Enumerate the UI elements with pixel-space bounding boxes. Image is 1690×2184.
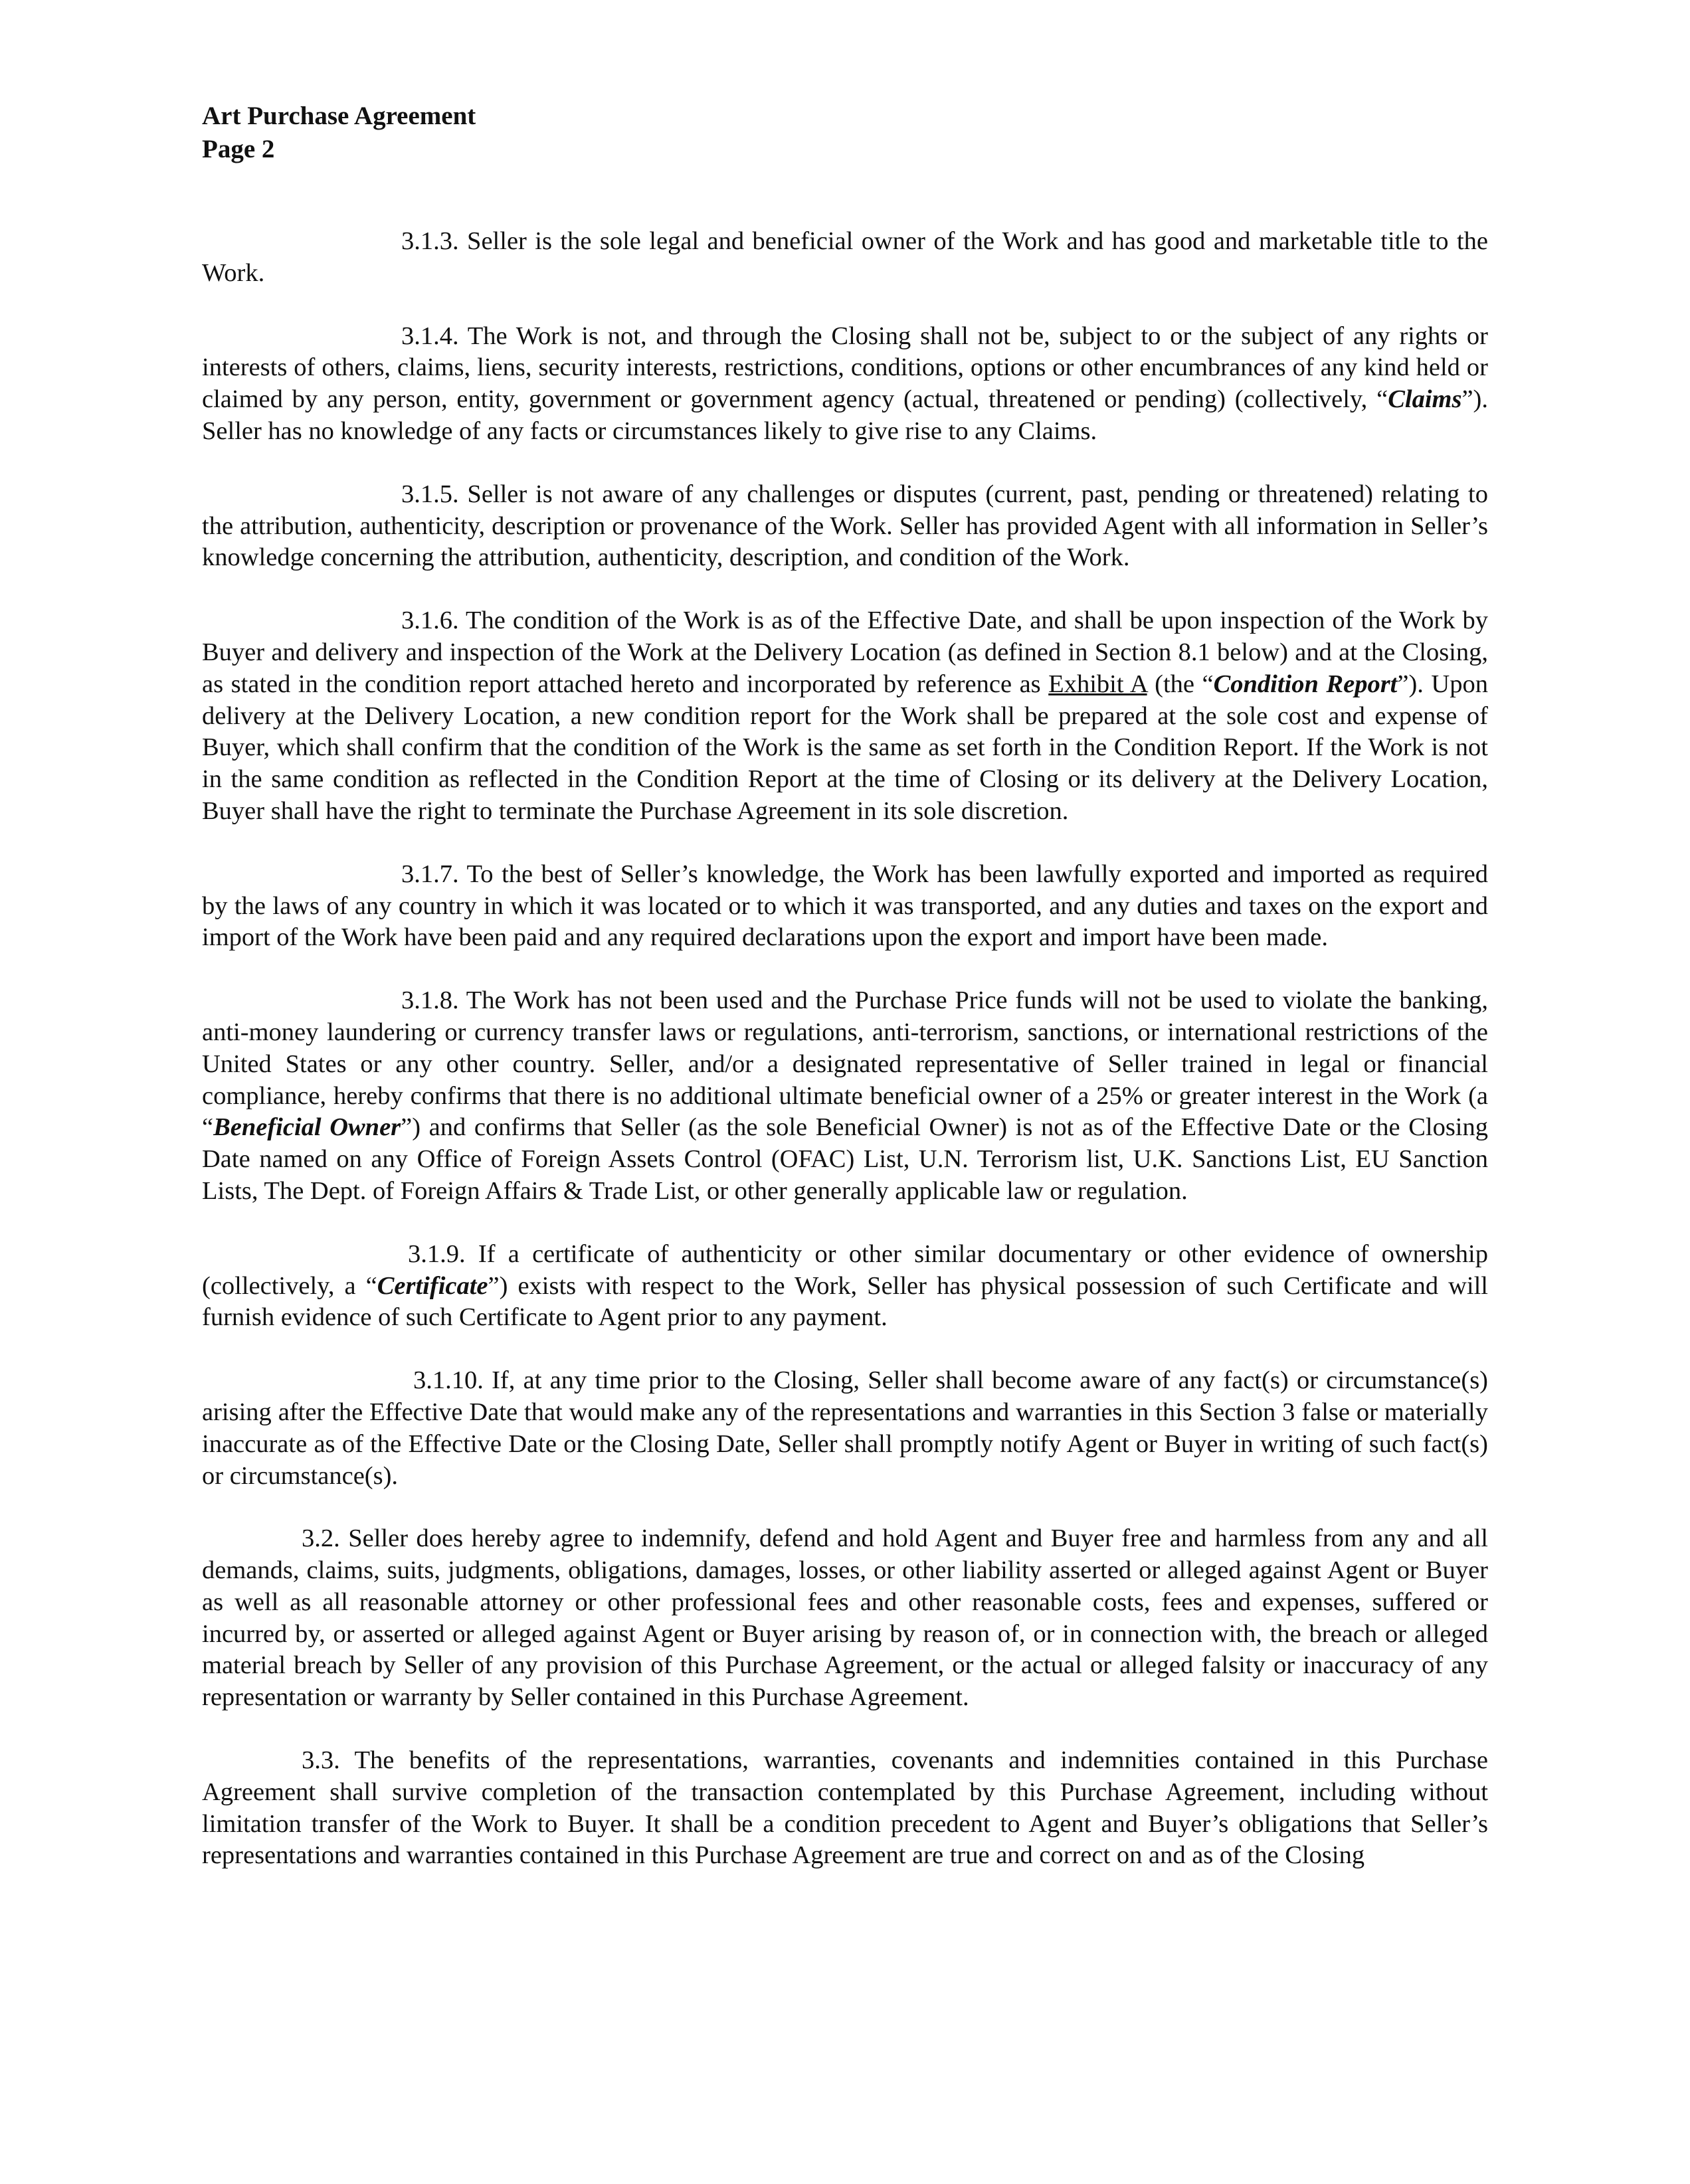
section-3-1-4-text-a: 3.1.4. The Work is not, and through the Closing shall not be, subject to or the subject of any rights or interests of others, claims, liens, security interests, restrictions, conditions, options or other encumbrances of any kind held or claimed by any person, entity, government or government agency (actual, threatened or pending) (collectively, “ <box>202 321 1488 414</box>
document-title: Art Purchase Agreement <box>202 102 476 130</box>
section-3-1-5: 3.1.5. Seller is not aware of any challenges or disputes (current, past, pending or threatened) relating to the attribution, authenticity, description or provenance of the Work. Seller has provided Agent with all information in Seller’s knowledge concerning the attribution, authenticity, description, and condition of the Work. <box>202 480 1488 572</box>
section-3-1-10: 3.1.10. If, at any time prior to the Closing, Seller shall become aware of any fact(s) or circumstance(s) arising after the Effective Date that would make any of the representations and warranties in this Section 3 false or materially inaccurate as of the Effective Date or the Closing Date, Seller shall promptly notify Agent or Buyer in writing of such fact(s) or circumstance(s). <box>202 1366 1488 1490</box>
document-body <box>202 226 1488 1872</box>
section-3-2: 3.2. Seller does hereby agree to indemnify, defend and hold Agent and Buyer free and harmless from any and all demands, claims, suits, judgments, obligations, damages, losses, or other liability asserted or alleged against Agent or Buyer as well as all reasonable attorney or other professional fees and other reasonable costs, fees and expenses, suffered or incurred by, or asserted or alleged against Agent or Buyer arising by reason of, or in connection with, the breach or alleged material breach by Seller of any provision of this Purchase Agreement, or the actual or alleged falsity or inaccuracy of any representation or warranty by Seller contained in this Purchase Agreement. <box>202 1524 1488 1712</box>
section-3-1-6-text-b: (the “ <box>1147 670 1214 698</box>
page-header <box>202 100 1488 166</box>
section-3-1-9-text-a: 3.1.9. If a certificate of authenticity or other similar documentary or other evidence of ownership (collectively, a “ <box>202 1239 1488 1300</box>
section-3-1-6 <box>202 605 1488 828</box>
defined-term-beneficial-owner: Beneficial Owner <box>213 1113 401 1142</box>
exhibit-a-reference: Exhibit A <box>1048 670 1147 698</box>
section-3-1-9 <box>202 1239 1488 1334</box>
page-number: Page 2 <box>202 135 275 163</box>
section-3-1-9-text-b: ”) exists with respect to the Work, Seller has physical possession of such Certificate and will furnish evidence of such Certificate to Agent prior to any payment. <box>202 1271 1488 1332</box>
defined-term-condition-report: Condition Report <box>1213 670 1398 698</box>
defined-term-claims: Claims <box>1388 385 1462 414</box>
section-3-1-8 <box>202 985 1488 1208</box>
section-3-1-8-text-b: ”) and confirms that Seller (as the sole Beneficial Owner) is not as of the Effective Date or the Closing Date named on any Office of Foreign Assets Control (OFAC) List, U.N. Terrorism list, U.K. Sanctions List, EU Sanction Lists, The Dept. of Foreign Affairs & Trade List, or other generally applicable law or regulation. <box>202 1113 1488 1205</box>
document-page <box>202 100 1488 1903</box>
section-3-1-6-text-a: 3.1.6. The condition of the Work is as of the Effective Date, and shall be upon inspection of the Work by Buyer and delivery and inspection of the Work at the Delivery Location (as defined in Section 8.1 below) and at the Closing, as stated in the condition report attached hereto and incorporated by reference as <box>202 606 1488 698</box>
section-3-1-8-text-a: 3.1.8. The Work has not been used and the Purchase Price funds will not be used to violate the banking, anti-money laundering or currency transfer laws or regulations, anti-terrorism, sanctions, or international restrictions of the United States or any other country. Seller, and/or a designated representative of Seller trained in legal or financial compliance, hereby confirms that there is no additional ultimate beneficial owner of a 25% or greater interest in the Work (a “ <box>202 986 1488 1142</box>
section-3-1-4-text-b: ”). Seller has no knowledge of any facts or circumstances likely to give rise to any Claims. <box>202 385 1488 445</box>
section-3-1-3: 3.1.3. Seller is the sole legal and beneficial owner of the Work and has good and marketable title to the Work. <box>202 227 1488 287</box>
section-3-1-6-text-c: ”). Upon delivery at the Delivery Location, a new condition report for the Work shall be prepared at the sole cost and expense of Buyer, which shall confirm that the condition of the Work is the same as set forth in the Condition Report. If the Work is not in the same condition as reflected in the Condition Report at the time of Closing or its delivery at the Delivery Location, Buyer shall have the right to terminate the Purchase Agreement in its sole discretion. <box>202 670 1488 825</box>
section-3-1-4 <box>202 321 1488 448</box>
defined-term-certificate: Certificate <box>377 1271 488 1300</box>
section-3-1-7: 3.1.7. To the best of Seller’s knowledge, the Work has been lawfully exported and imported as required by the laws of any country in which it was located or to which it was transported, and any duties and taxes on the export and import of the Work have been paid and any required declarations upon the export and import have been made. <box>202 860 1488 952</box>
section-3-3: 3.3. The benefits of the representations, warranties, covenants and indemnities contained in this Purchase Agreement shall survive completion of the transaction contemplated by this Purchase Agreement, including without limitation transfer of the Work to Buyer. It shall be a condition precedent to Agent and Buyer’s obligations that Seller’s representations and warranties contained in this Purchase Agreement are true and correct on and as of the Closing <box>202 1746 1488 1870</box>
